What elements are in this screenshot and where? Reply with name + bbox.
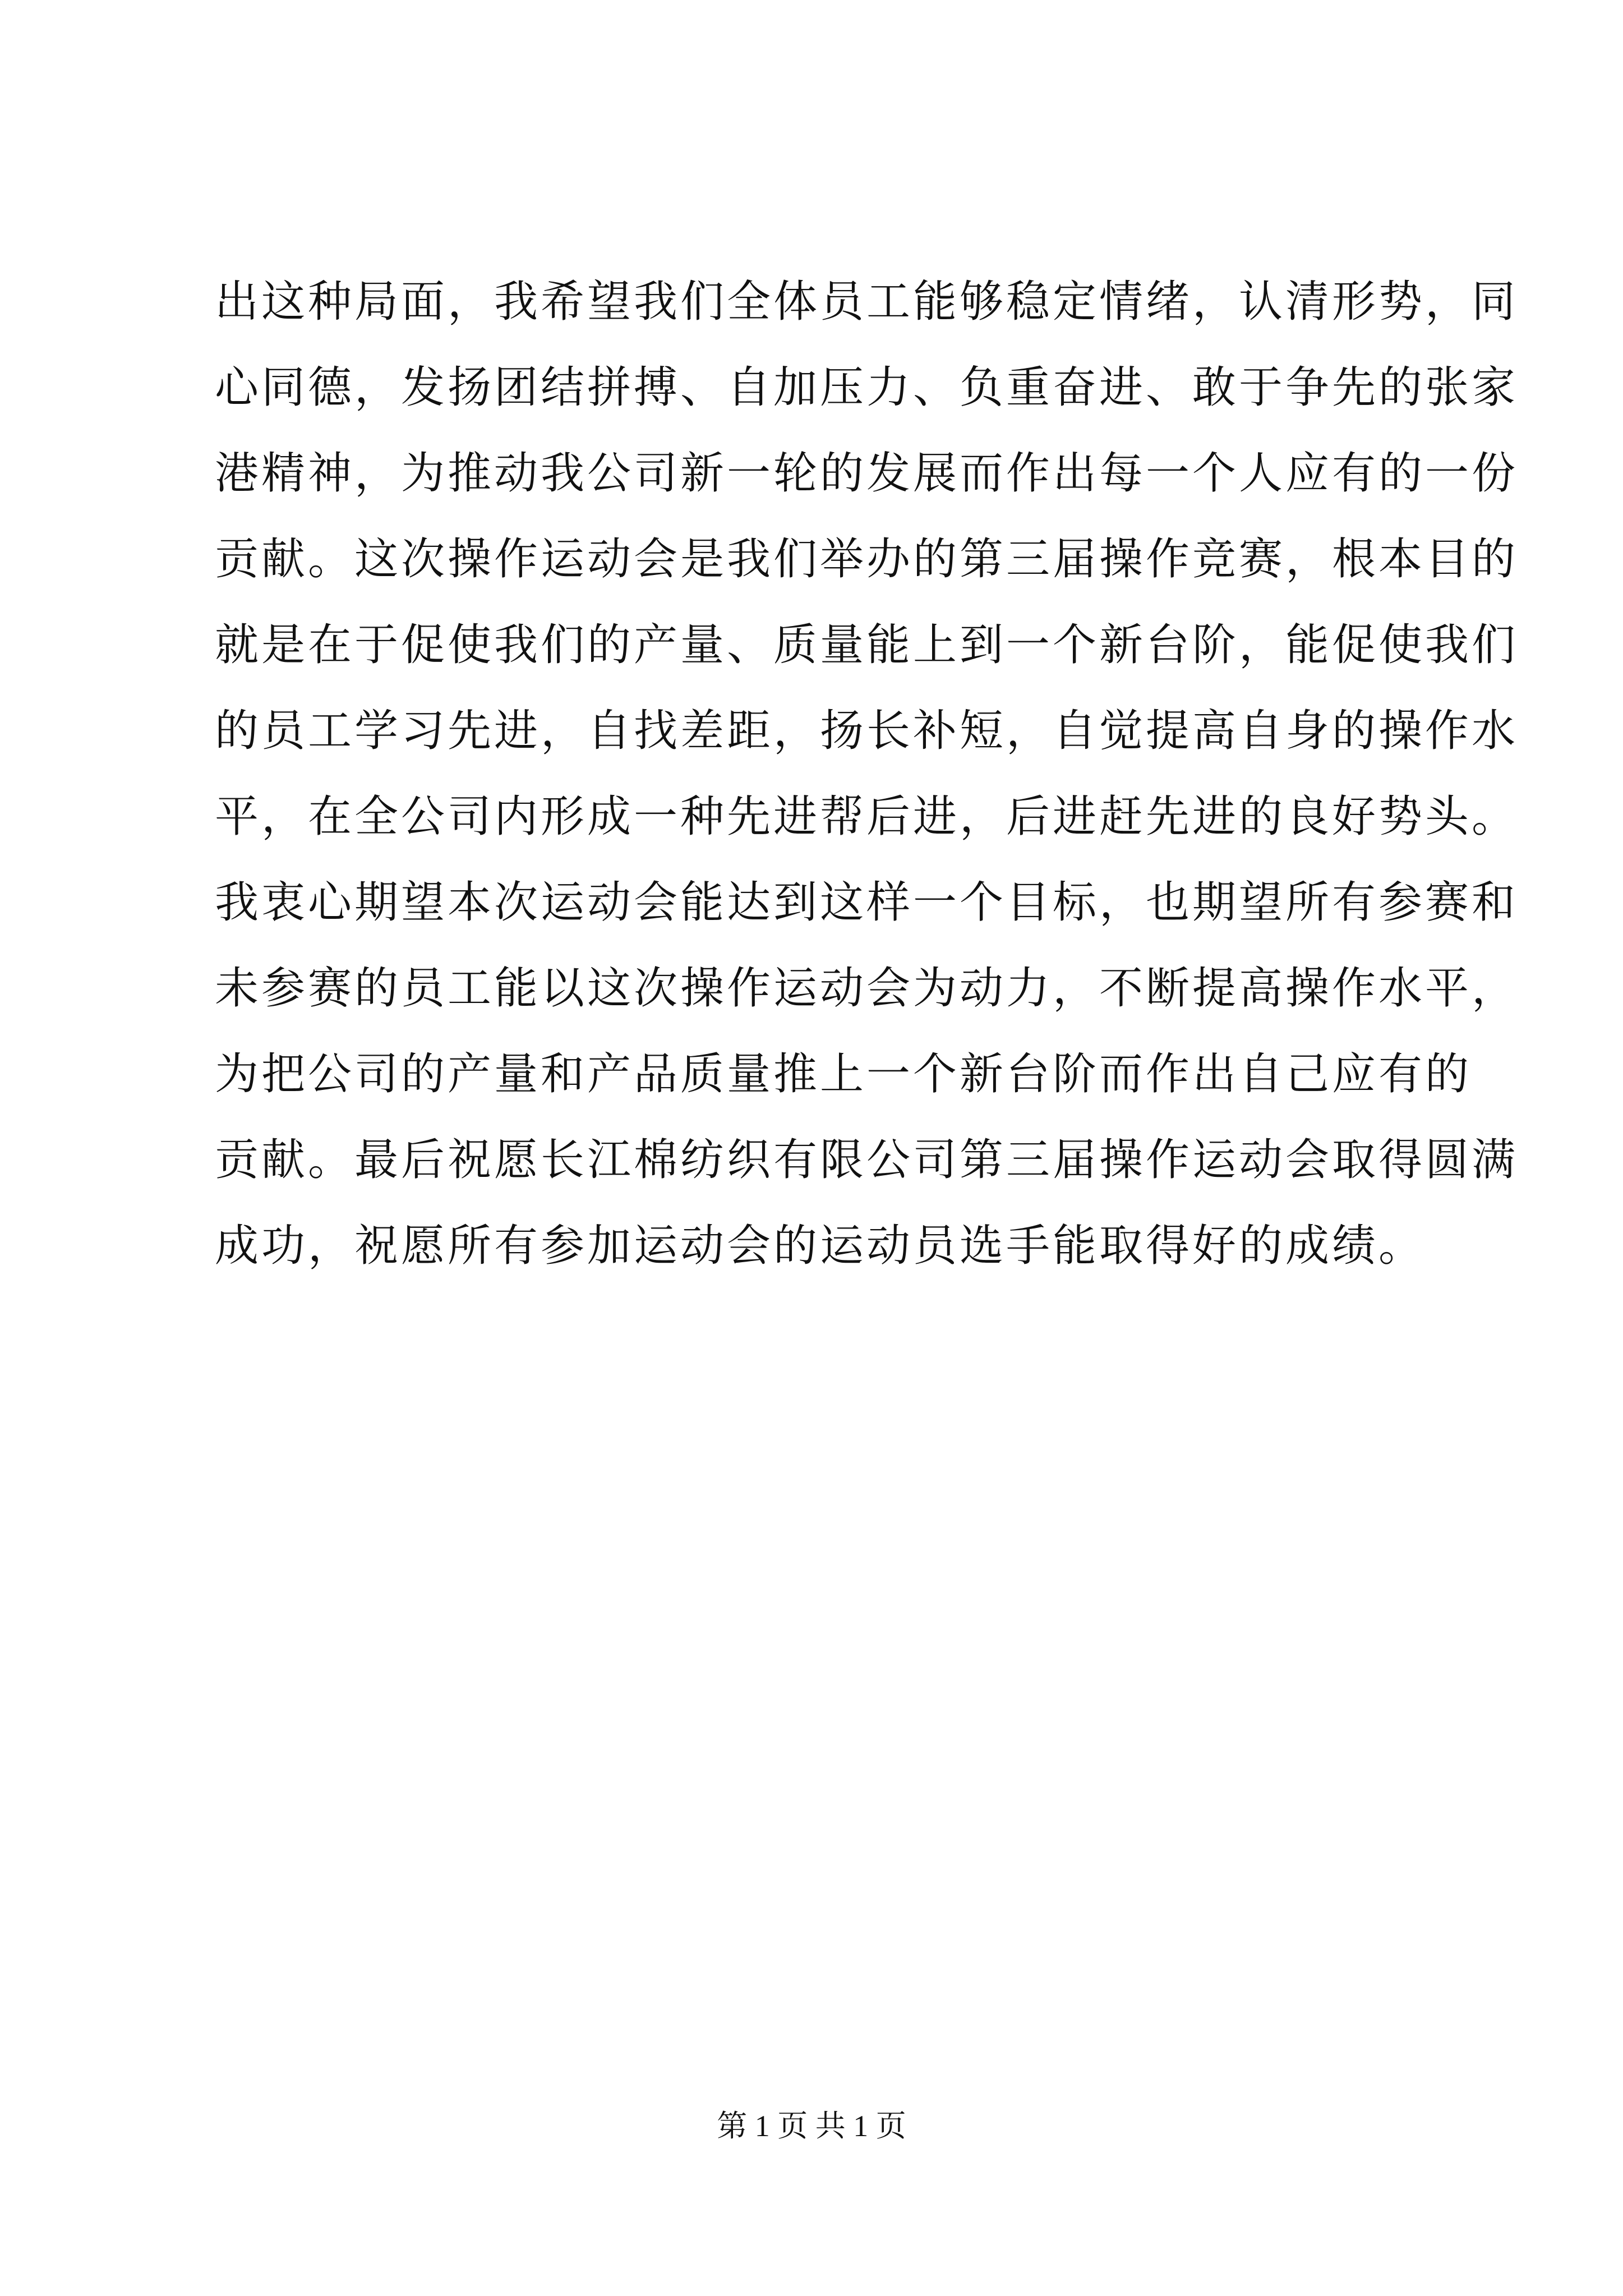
text-line: 未参赛的员工能以这次操作运动会为动力，不断提高操作水平， xyxy=(215,963,1519,1014)
text-line: 贡献。最后祝愿长江棉纺织有限公司第三届操作运动会取得圆满 xyxy=(215,1135,1519,1185)
text-line: 心同德，发扬团结拼搏、自加压力、负重奋进、敢于争先的张家 xyxy=(215,362,1519,413)
page-footer xyxy=(0,2106,1623,2146)
text-line: 成功，祝愿所有参加运动会的运动员选手能取得好的成绩。 xyxy=(215,1221,1426,1271)
text-line: 出这种局面，我希望我们全体员工能够稳定情绪，认清形势，同 xyxy=(215,277,1519,327)
text-line: 我衷心期望本次运动会能达到这样一个目标，也期望所有参赛和 xyxy=(215,877,1519,928)
text-line: 的员工学习先进，自找差距，扬长补短，自觉提高自身的操作水 xyxy=(215,706,1519,756)
page-number: 第 1 页 共 1 页 xyxy=(717,2109,906,2143)
body-paragraph xyxy=(215,259,1519,1289)
text-line: 为把公司的产量和产品质量推上一个新台阶而作出自己应有的 xyxy=(215,1049,1472,1099)
text-line: 平，在全公司内形成一种先进帮后进，后进赶先进的良好势头。 xyxy=(215,792,1519,842)
text-line: 就是在于促使我们的产量、质量能上到一个新台阶，能促使我们 xyxy=(215,620,1519,670)
text-line: 港精神，为推动我公司新一轮的发展而作出每一个人应有的一份 xyxy=(215,448,1519,499)
text-line: 贡献。这次操作运动会是我们举办的第三届操作竞赛，根本目的 xyxy=(215,534,1519,585)
